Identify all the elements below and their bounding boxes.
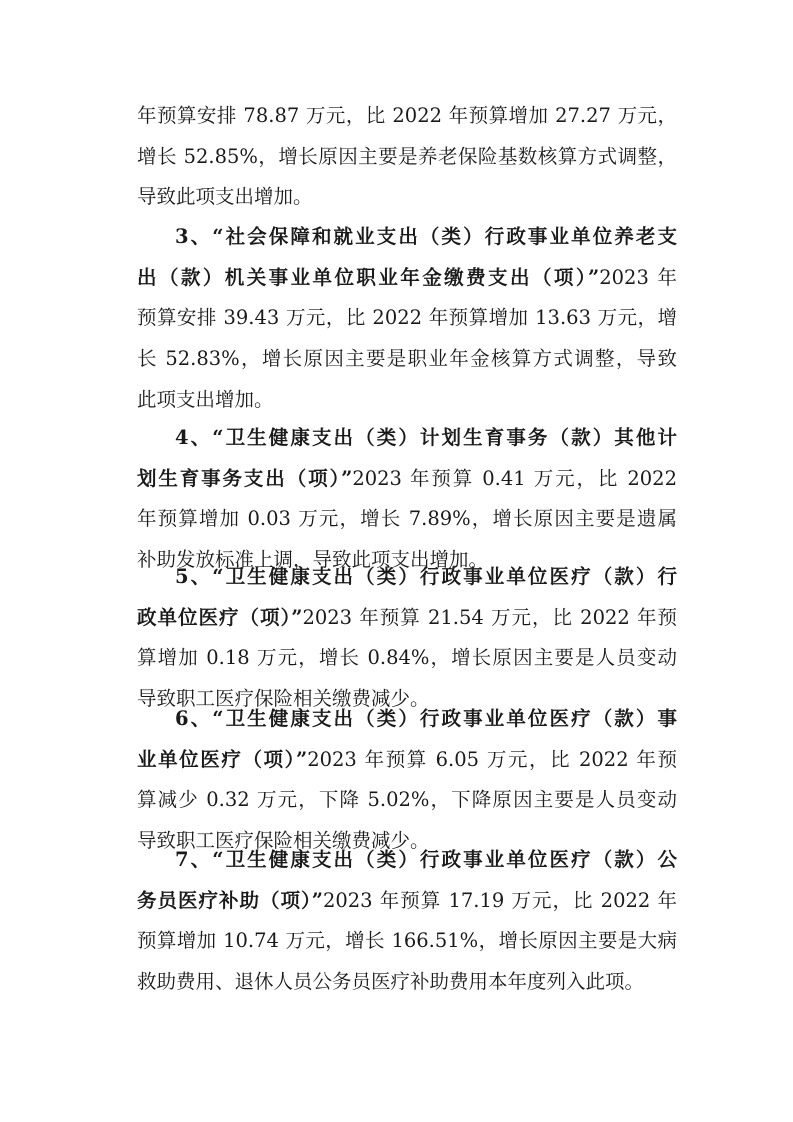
text-segment: 2023 年预算 21.54 万元，比 2022 年预 [302,605,677,629]
text-line [137,782,677,818]
text-line [137,883,677,919]
text-line [137,964,677,1000]
text-segment: 此项支出增加。 [137,387,274,411]
text-line [137,179,677,215]
bold-text-segment: 3、“社会保障和就业支出（类）行政事业单位养老支 [175,225,677,248]
text-line [137,341,677,377]
bold-text-segment: 出（款）机关事业单位职业年金缴费支出（项）” [137,265,600,289]
text-line [137,923,677,959]
text-segment: 导致职工医疗保险相关缴费减少。 [137,687,430,711]
text-segment: 2023 年预算 17.19 万元，比 2022 年 [322,888,677,912]
text-segment: 导致此项支出增加。 [137,185,313,209]
text-segment: 预算安排 39.43 万元，比 2022 年预算增加 13.63 万元，增 [137,306,677,330]
text-segment: 补助发放标准上调，导致此项支出增加。 [137,548,489,572]
text-segment: 年预算增加 0.03 万元，增长 7.89%，增长原因主要是遗属 [137,507,677,531]
text-segment: 长 52.83%，增长原因主要是职业年金核算方式调整，导致 [137,347,677,371]
text-line [137,501,677,537]
text-line [137,260,677,296]
text-line [175,219,677,255]
text-line [175,420,677,456]
bold-text-segment: 务员医疗补助（项）” [137,888,323,912]
text-line [175,559,677,595]
text-line [175,842,677,878]
text-segment: 年预算安排 78.87 万元，比 2022 年预算增加 27.27 万元， [137,104,677,127]
text-line [137,640,677,676]
text-line [137,742,677,778]
text-line [137,300,677,336]
bold-text-segment: 7、“卫生健康支出（类）行政事业单位医疗（款）公 [175,848,677,871]
text-segment: 2023 年预算 6.05 万元，比 2022 年预 [307,747,677,771]
text-line [137,382,677,418]
bold-text-segment: 4、“卫生健康支出（类）计划生育事务（款）其他计 [175,426,677,449]
text-segment: 算增加 0.18 万元，增长 0.84%，增长原因主要是人员变动 [137,646,677,670]
text-line [175,701,677,737]
text-segment: 增长 52.85%，增长原因主要是养老保险基数核算方式调整， [137,144,677,168]
text-segment: 算减少 0.32 万元，下降 5.02%，下降原因主要是人员变动 [137,788,677,812]
bold-text-segment: 政单位医疗（项）” [137,605,303,629]
bold-text-segment: 业单位医疗（项）” [137,747,308,771]
text-segment: 预算增加 10.74 万元，增长 166.51%，增长原因主要是大病 [137,929,677,953]
bold-text-segment: 6、“卫生健康支出（类）行政事业单位医疗（款）事 [175,707,677,730]
bold-text-segment: 5、“卫生健康支出（类）行政事业单位医疗（款）行 [175,565,677,588]
text-line [137,461,677,497]
text-line [137,600,677,636]
text-segment: 2023 年预算 0.41 万元，比 2022 [352,466,677,490]
text-segment: 导致职工医疗保险相关缴费减少。 [137,829,430,853]
text-segment: 救助费用、退休人员公务员医疗补助费用本年度列入此项。 [137,970,645,994]
bold-text-segment: 划生育事务支出（项）” [137,466,353,490]
text-segment: 2023 年 [599,265,677,289]
text-line [137,98,677,134]
text-line [137,139,677,175]
